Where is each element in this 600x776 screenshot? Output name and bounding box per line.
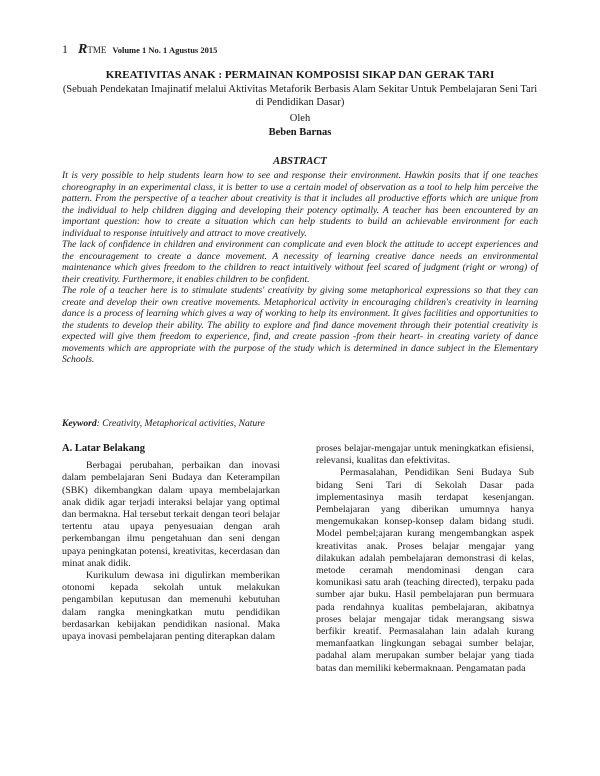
keywords (62, 418, 538, 429)
abstract-paragraph: It is very possible to help students learn how to see and response their environment. Hawkin posits that if one teaches choreography in an experimental class, it is better to use a certain model of observation as a tool to help him perceive the pattern. From the perspective of a teacher about creativity is that it includes all productive efforts which are unique from the individual to help children digging and developing their potency optimally. A teacher has been encountered by an important question: how to create a situation which can help students to build an achievable environment for each individual to response intuitively and attract to move creatively. (62, 170, 538, 239)
abstract-paragraph: The role of a teacher here is to stimulate students' creativity by giving some metaphorical expressions so that they can create and develop their own creative movements. Metaphorical activity in encouraging children's creativity in learning dance is a process of learning which gives a way of working to help its environment. It gives facilities and opportunities to the students to develop their ability. The ability to explore and find dance movement through their potential creativity is expected will give them freedom to experience, find, and create passion -from their heart- in creating variety of dance movements which are appropriate with the purpose of the study which is determined in dance subject in the Elementary Schools. (62, 285, 538, 365)
journal-logo: R (78, 42, 88, 57)
by-label: Oleh (289, 113, 311, 124)
abstract-body (62, 170, 538, 366)
section-heading: A. Latar Belakang (62, 443, 145, 454)
paper-title: KREATIVITAS ANAK : PERMAINAN KOMPOSISI SIKAP DAN GERAK TARI (105, 69, 495, 81)
journal-logo-text: TME (87, 45, 107, 55)
journal-info: Volume 1 No. 1 Agustus 2015 (112, 45, 218, 55)
right-column (316, 443, 534, 675)
abstract-heading: ABSTRACT (273, 156, 327, 167)
abstract-paragraph: The lack of confidence in children and environment can complicate and even block the attitude to accept experiences and the encouragement to create a dance movement. A necessity of learning creative dance needs an environmental maintenance which gives freedom to the children to react intuitively without feel scared of judgment (right or wrong) of their creativity. Furthermore, it enables children to be confident. (62, 239, 538, 285)
body-paragraph: Kurikulum dewasa ini digulirkan memberikan otonomi kepada sekolah untuk melakukan pengambilan keputusan dan memenuhi kebutuhan dalam rangka meningkatkan mutu pendidikan berdasarkan kebijakan pendidikan nasional. Maka upaya inovasi pembelajaran penting diterapkan dalam (62, 570, 280, 643)
keywords-text: : Creativity, Metaphorical activities, Nature (96, 418, 265, 429)
author-name: Beben Barnas (268, 127, 332, 138)
keywords-label: Keyword (62, 418, 97, 429)
left-column (62, 443, 280, 643)
paper-subtitle: (Sebuah Pendekatan Imajinatif melalui Aktivitas Metaforik Berbasis Alam Sekitar Untuk Pembelajaran Seni Tari di Pendidikan Dasar) (62, 84, 538, 108)
body-paragraph-continued: proses belajar-mengajar untuk meningkatkan efisiensi, relevansi, kualitas dan efektivitas. (316, 443, 534, 467)
body-paragraph: Berbagai perubahan, perbaikan dan inovasi dalam pembelajaran Seni Budaya dan Keterampilan (SBK) dikembangkan dalam upaya membelajarkan anak didik agar terjadi interaksi belajar yang optimal dan bermakna. Hal tersebut terkait dengan teori belajar tertentu atau upaya penyesuaian dengan arah perkembangan ilmu pengetahuan dan seni dengan upaya peningkatan potensi, kreativitas, kecerdasan dan minat anak didik. (62, 460, 280, 569)
page-number: 1 (62, 42, 68, 56)
running-header (62, 42, 217, 58)
body-paragraph: Permasalahan, Pendidikan Seni Budaya Sub bidang Seni Tari di Sekolah Dasar pada implementasinya masih terdapat kesenjangan. Pembelajaran yang diberikan umumnya hanya mengemukakan konsep-konsep dalam bidang studi. Model pembel;ajaran kurang mengembangkan aspek kreativitas anak. Proses belajar mengajar yang dilakukan adalah pembelajaran demonstrasi di kelas, metode ceramah mendominasi dengan cara komunikasi satu arah (teaching directed), terpaku pada sumber ajar buku. Hasil pembelajaran pun bermuara pada rendahnya kualitas pembelajaran, akibatnya proses belajar mengajar tidak merangsang siswa berfikir kreatif. Permasalahan lain adalah kurang memanfaatkan lingkungan sebagai sumber belajar, padahal alam merupakan sumber belajar yang tiada batas dan memiliki kebermaknaan. Pengamatan pada (316, 467, 534, 674)
